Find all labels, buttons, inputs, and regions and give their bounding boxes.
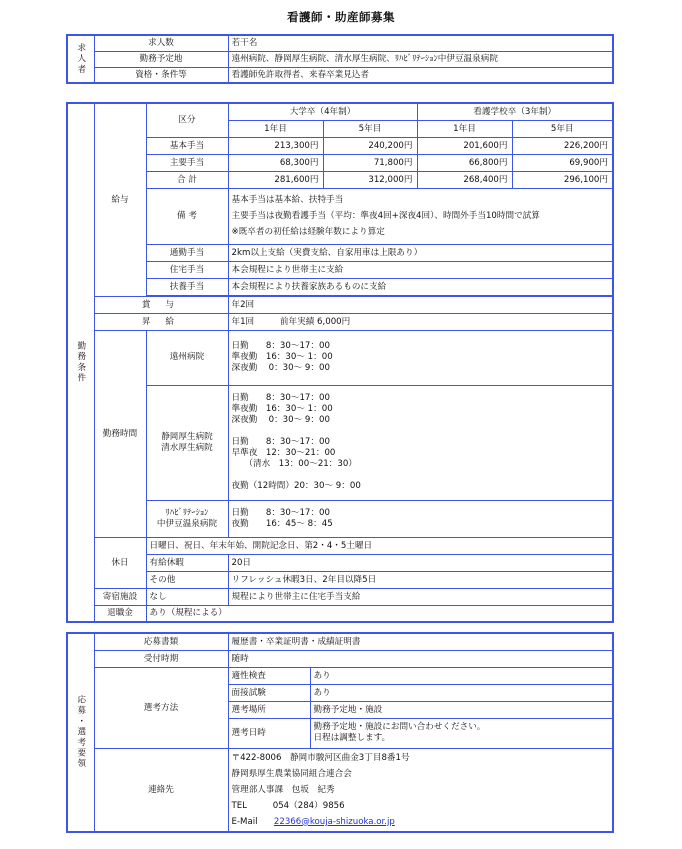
- retire-label: 退職金: [94, 605, 146, 622]
- family-label: 扶養手当: [146, 278, 228, 295]
- division-label: 区分: [146, 103, 228, 137]
- document-title: 看護師・助産師募集: [287, 10, 395, 24]
- method-row-value: あり: [310, 667, 613, 684]
- salary-row-label: 基本手当: [146, 137, 228, 154]
- salary-cell: 68,300円: [228, 154, 323, 171]
- other-leave-label: その他: [146, 571, 228, 588]
- recruit-value: 若干名: [228, 35, 613, 51]
- work-table: [66, 102, 614, 623]
- contact-cell: [228, 748, 613, 832]
- contact-label: 連絡先: [94, 748, 228, 832]
- method-row-label: 選考場所: [228, 701, 310, 718]
- method-row-value: 勤務予定地・施設: [310, 701, 613, 718]
- raise-value: 年1回 前年実績 6,000円: [228, 313, 613, 330]
- docs-label: 応募書類: [94, 633, 228, 650]
- method-row-label: 選考日時: [228, 718, 310, 748]
- salary-cell: 281,600円: [228, 171, 323, 188]
- year-header: 1年目: [228, 120, 323, 137]
- hospital-schedule: 日勤 8：30～17：00 準夜勤 16：30～ 1：00 深夜勤 0：30～ 9：00 日勤 8：30～17：00 早準夜 12：30～21：00 （清水 13：00～21：30） 夜勤（12時間）20：30～ 9：00: [228, 385, 613, 500]
- recruit-label: 資格・条件等: [94, 67, 228, 83]
- holiday-main: 日曜日、祝日、年末年始、開院記念日、第2・4・5土曜日: [146, 537, 613, 554]
- contact-line: 〒422-8006 静岡市駿河区曲金3丁目8番1号: [231, 752, 410, 763]
- contact-line: 管理部人事課 包坂 紀秀: [231, 784, 335, 795]
- contact-line: TEL 054（284）9856: [231, 800, 345, 811]
- other-leave-value: リフレッシュ休暇3日、2年目以降5日: [228, 571, 613, 588]
- holiday-label: 休日: [94, 537, 146, 588]
- housing-label: 住宅手当: [146, 261, 228, 278]
- method-row-label: 適性検査: [228, 667, 310, 684]
- hospital-schedule: 日勤 8：30～17：00 準夜勤 16：30～ 1：00 深夜勤 0：30～ 9：00: [228, 330, 613, 385]
- hours-label: 勤務時間: [94, 330, 146, 537]
- recruit-value: 遠州病院、静岡厚生病院、清水厚生病院、ﾘﾊﾋﾞﾘﾃｰｼｮﾝ中伊豆温泉病院: [228, 51, 613, 67]
- email-link[interactable]: 22366@kouja-shizuoka.or.jp: [273, 816, 395, 827]
- method-row-label: 面接試験: [228, 684, 310, 701]
- dorm-note: 規程により世帯主に住宅手当支給: [228, 588, 613, 605]
- apply-table: [66, 632, 614, 833]
- salary-row-label: 主要手当: [146, 154, 228, 171]
- year-header: 5年目: [512, 120, 613, 137]
- commute-label: 通勤手当: [146, 244, 228, 261]
- method-row-value: あり: [310, 684, 613, 701]
- recruit-table: [66, 34, 614, 84]
- hospital-name: 静岡厚生病院 清水厚生病院: [146, 385, 228, 500]
- section-label-recruit: 求人者: [67, 35, 94, 83]
- salary-label: 給与: [94, 103, 146, 296]
- hospital-schedule: 日勤 8：30～17：00 夜勤 16：45～ 8：45: [228, 500, 613, 537]
- salary-row-label: 合 計: [146, 171, 228, 188]
- salary-cell: 69,900円: [512, 154, 613, 171]
- salary-cell: 213,300円: [228, 137, 323, 154]
- salary-cell: 71,800円: [323, 154, 417, 171]
- contact-line: 静岡県厚生農業協同組合連合会: [231, 768, 352, 779]
- nursing-header: 看護学校卒（3年制）: [417, 103, 613, 120]
- notes-label: 備 考: [146, 188, 228, 244]
- year-header: 5年目: [323, 120, 417, 137]
- univ-header: 大学卒（4年制）: [228, 103, 417, 120]
- note-line: 主要手当は夜勤看護手当（平均：準夜4回+深夜4回）、時間外手当10時間で試算: [231, 211, 540, 221]
- bonus-label: 賞 与: [94, 296, 228, 313]
- method-row-value: 勤務予定地・施設にお問い合わせください。 日程は調整します。: [310, 718, 613, 748]
- salary-cell: 312,000円: [323, 171, 417, 188]
- paid-leave-label: 有給休暇: [146, 554, 228, 571]
- commute-value: 2km以上支給（実費支給、自家用車は上限あり）: [228, 244, 613, 261]
- paid-leave-value: 20日: [228, 554, 613, 571]
- period-label: 受付時期: [94, 650, 228, 667]
- notes-cell: [228, 188, 613, 244]
- email-line: [232, 814, 610, 830]
- retire-value: あり（規程による）: [146, 605, 613, 622]
- email-label: E-Mail: [231, 816, 258, 827]
- note-line: 基本手当は基本給、扶特手当: [231, 195, 344, 205]
- housing-value: 本会規程により世帯主に支給: [228, 261, 613, 278]
- hospital-name: ﾘﾊﾋﾞﾘﾃｰｼｮﾝ 中伊豆温泉病院: [146, 500, 228, 537]
- salary-cell: 66,800円: [417, 154, 512, 171]
- period-value: 随時: [228, 650, 613, 667]
- salary-cell: 226,200円: [512, 137, 613, 154]
- docs-value: 履歴書・卒業証明書・成績証明書: [228, 633, 613, 650]
- note-line: ※既卒者の初任給は経験年数により算定: [231, 227, 385, 237]
- year-header: 1年目: [417, 120, 512, 137]
- family-value: 本会規程により扶養家族あるものに支給: [228, 278, 613, 295]
- section-label-apply: 応募・選考要領: [67, 633, 94, 832]
- salary-cell: 240,200円: [323, 137, 417, 154]
- salary-cell: 268,400円: [417, 171, 512, 188]
- dorm-label: 寄宿施設: [94, 588, 146, 605]
- bonus-value: 年2回: [228, 296, 613, 313]
- recruit-label: 求人数: [94, 35, 228, 51]
- salary-cell: 296,100円: [512, 171, 613, 188]
- section-label-work: 勤務条件: [67, 103, 94, 622]
- dorm-value: なし: [146, 588, 228, 605]
- method-label: 選考方法: [94, 667, 228, 748]
- raise-label: 昇 給: [94, 313, 228, 330]
- salary-cell: 201,600円: [417, 137, 512, 154]
- recruit-label: 勤務予定地: [94, 51, 228, 67]
- recruit-value: 看護師免許取得者、来春卒業見込者: [228, 67, 613, 83]
- hospital-name: 遠州病院: [146, 330, 228, 385]
